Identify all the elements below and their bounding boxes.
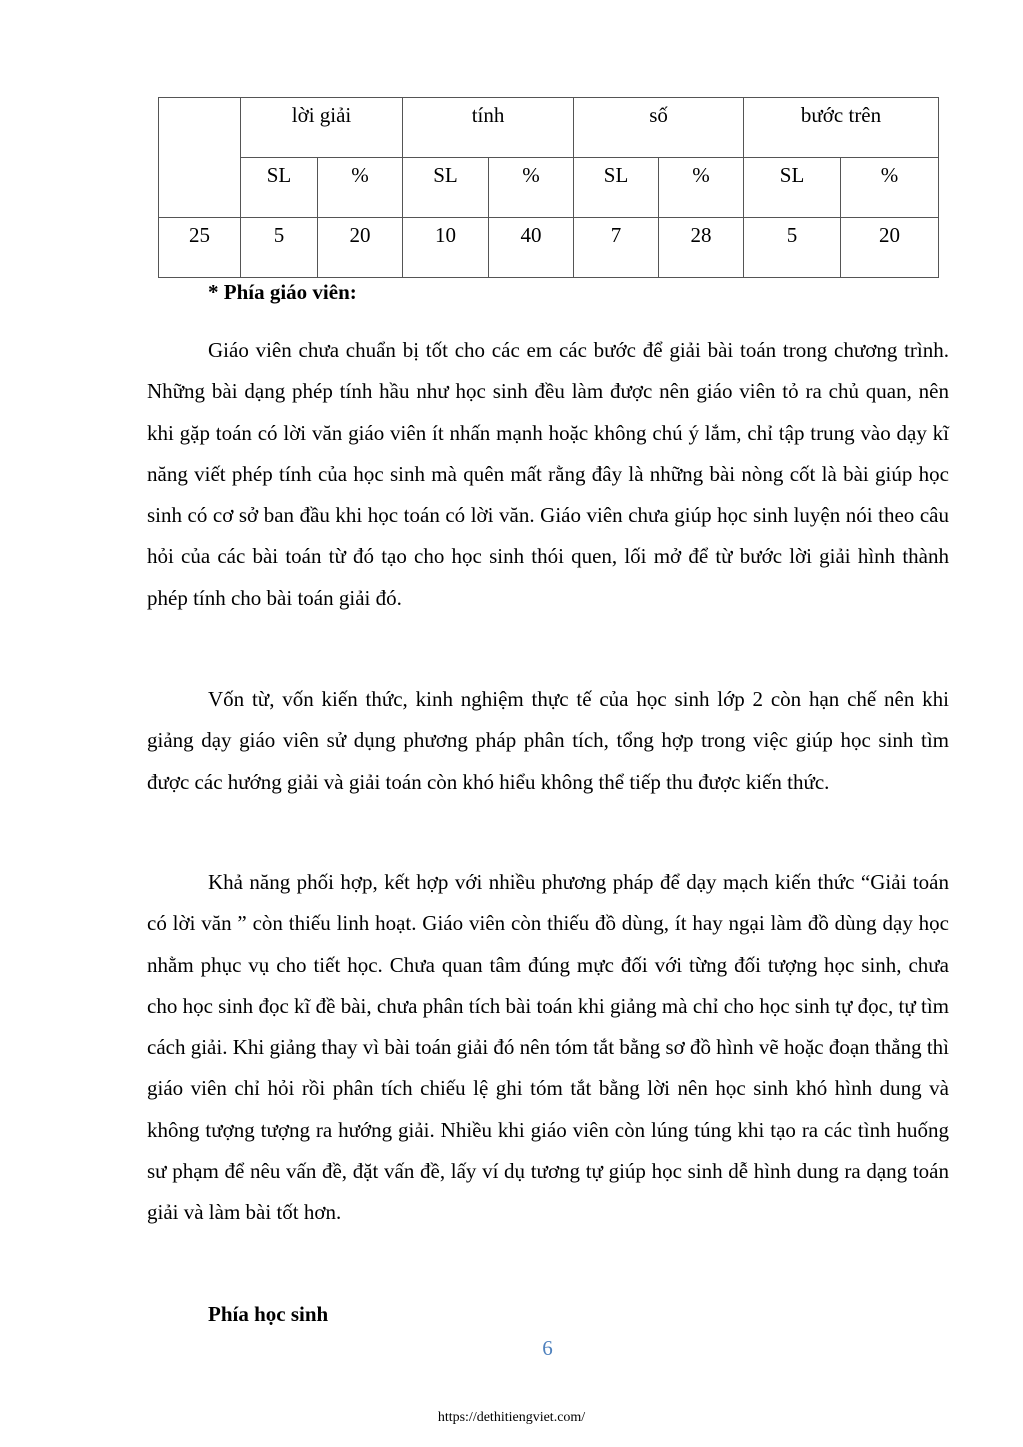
paragraph-vocabulary: Vốn từ, vốn kiến thức, kinh nghiệm thực tế của học sinh lớp 2 còn hạn chế nên khi giảng dạy giáo viên sử dụng phương pháp phân tích, tổng hợp trong việc giúp học sinh tìm được các hướng giải và giải toán còn khó hiểu không thể tiếp thu được kiến thức. — [147, 687, 949, 794]
table-cell: 40 — [489, 218, 574, 278]
table-cell: 28 — [659, 218, 744, 278]
table-row — [159, 218, 939, 278]
table-cell: 7 — [574, 218, 659, 278]
table-subheader-cell: SL — [744, 158, 841, 218]
table-cell-empty — [159, 98, 241, 218]
paragraph-methods: Khả năng phối hợp, kết hợp với nhiều phương pháp để dạy mạch kiến thức “Giải toán có lời văn ” còn thiếu linh hoạt. Giáo viên còn thiếu đồ dùng, ít hay ngại làm đồ dùng dạy học nhằm phục vụ cho tiết học. Chưa quan tâm đúng mực đối với từng đối tượng học sinh, chưa cho học sinh đọc kĩ đề bài, chưa phân tích bài toán khi giảng mà chỉ cho học sinh tự đọc, tự tìm cách giải. Khi giảng thay vì bài toán giải đó nên tóm tắt bằng sơ đồ hình vẽ hoặc đoạn thẳng thì giáo viên chỉ hỏi rồi phân tích chiếu lệ ghi tóm tắt bằng lời nên học sinh khó hình dung và không tượng tượng ra hướng giải. Nhiều khi giáo viên còn lúng túng khi tạo ra các tình huống sư phạm để nêu vấn đề, đặt vấn đề, lấy ví dụ tương tự giúp học sinh dễ hình dung ra dạng toán giải và làm bài tốt hơn. — [147, 870, 949, 1225]
table-header-cell: lời giải — [241, 98, 403, 158]
table-subheader-cell: % — [659, 158, 744, 218]
table-subheader-cell: % — [841, 158, 939, 218]
paragraph-teacher-preparation: Giáo viên chưa chuẩn bị tốt cho các em các bước để giải bài toán trong chương trình. Những bài dạng phép tính hầu như học sinh đều làm được nên giáo viên tỏ ra chủ quan, nên khi gặp toán có lời văn giáo viên ít nhấn mạnh hoặc không chú ý lắm, chỉ tập trung vào dạy kĩ năng viết phép tính của học sinh mà quên mất rằng đây là những bài nòng cốt là bài giúp học sinh có cơ sở ban đầu khi học toán có lời văn. Giáo viên chưa giúp học sinh luyện nói theo câu hỏi của các bài toán từ đó tạo cho học sinh thói quen, lối mở để từ bước lời giải hình thành phép tính cho bài toán giải đó. — [147, 338, 949, 610]
table-subheader-cell: % — [489, 158, 574, 218]
results-table — [158, 97, 939, 278]
table-header-cell: số — [574, 98, 744, 158]
table-subheader-cell: % — [318, 158, 403, 218]
table-cell: 20 — [841, 218, 939, 278]
table-subheader-cell: SL — [241, 158, 318, 218]
table-cell: 20 — [318, 218, 403, 278]
table-cell: 25 — [159, 218, 241, 278]
table-subheader-cell: SL — [403, 158, 489, 218]
table-cell: 10 — [403, 218, 489, 278]
footer-url[interactable]: https://dethitiengviet.com/ — [437, 1410, 586, 1425]
teacher-section-heading: * Phía giáo viên: — [208, 280, 357, 304]
page-number: 6 — [542, 1336, 553, 1360]
table-cell: 5 — [744, 218, 841, 278]
student-section-heading: Phía học sinh — [208, 1302, 329, 1326]
table-subheader-row — [159, 158, 939, 218]
table-header-row — [159, 98, 939, 158]
table-header-cell: tính — [403, 98, 574, 158]
table-cell: 5 — [241, 218, 318, 278]
table-header-cell: bước trên — [744, 98, 939, 158]
table-subheader-cell: SL — [574, 158, 659, 218]
